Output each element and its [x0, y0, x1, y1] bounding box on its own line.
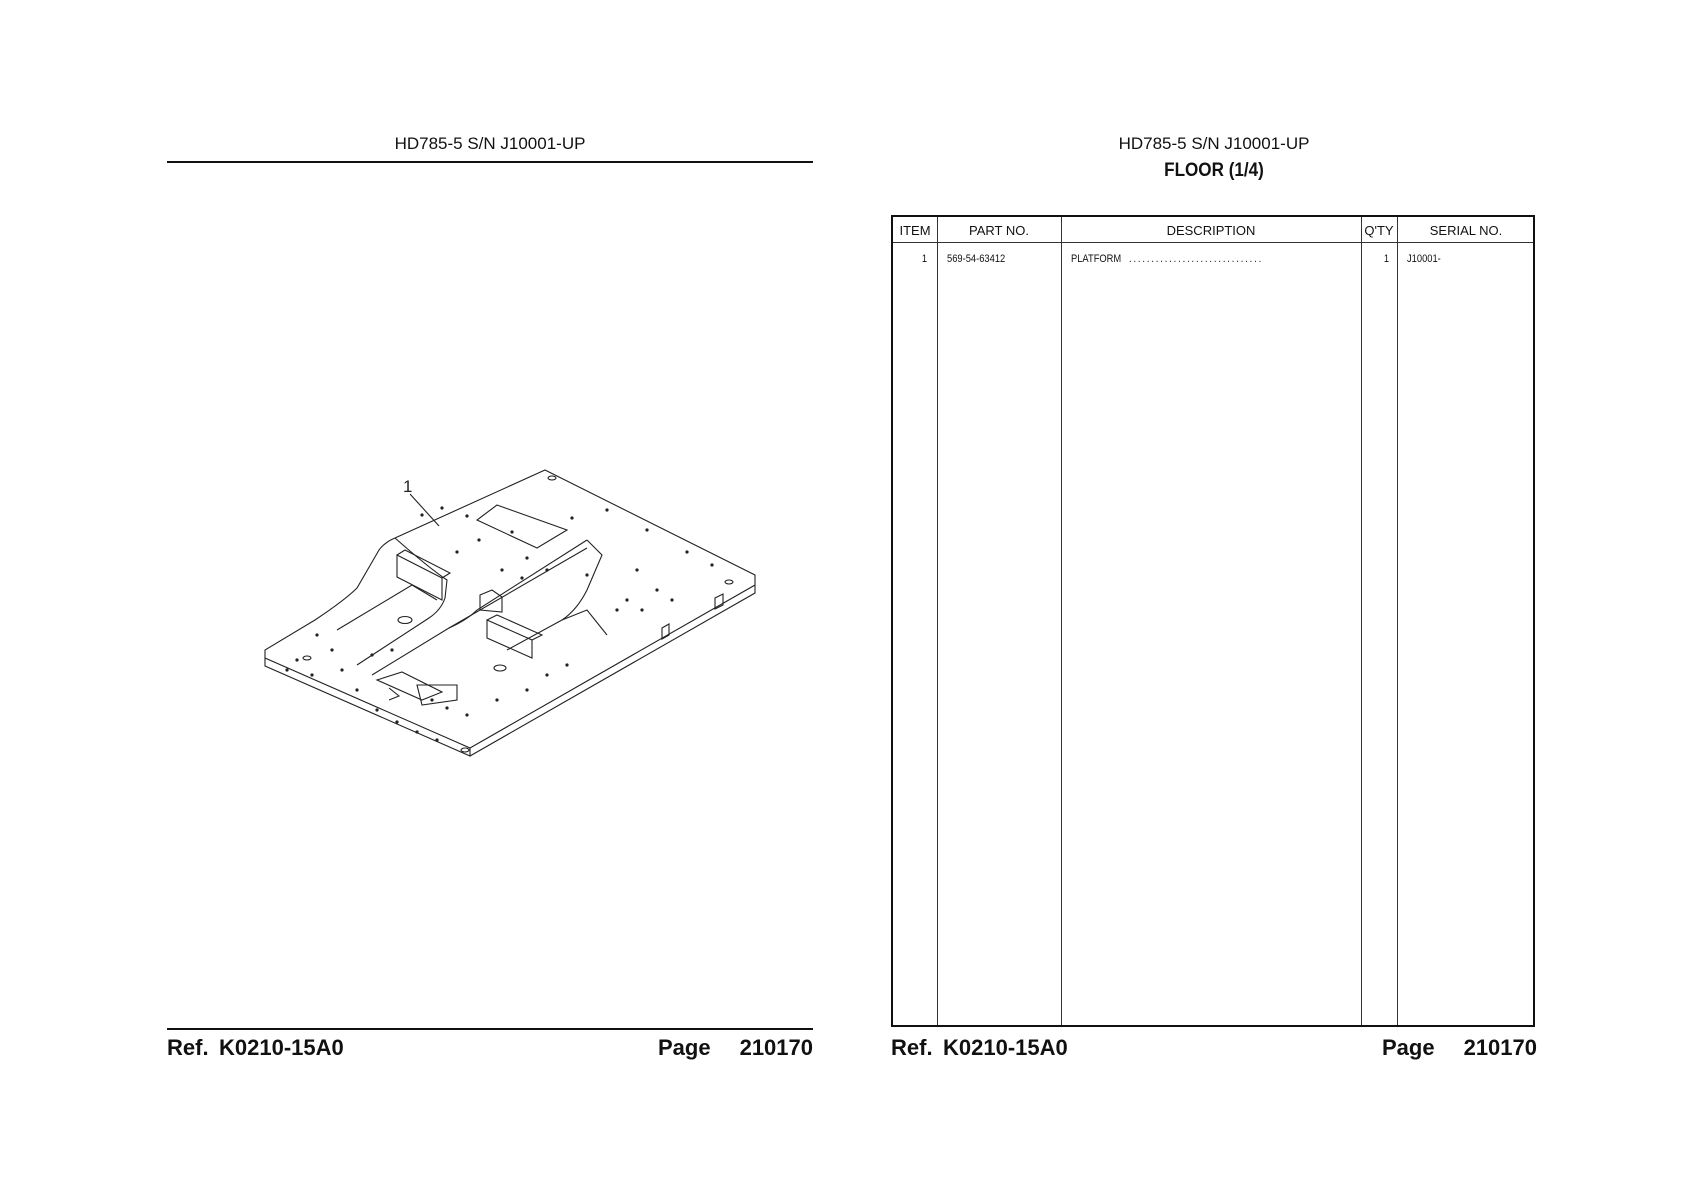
header-rule	[167, 161, 813, 163]
ref-label: Ref.	[167, 1035, 209, 1060]
page-footer	[167, 1035, 813, 1065]
illustration-page	[167, 0, 813, 1190]
column-header-qty: Q'TY	[1364, 223, 1394, 238]
column-header-serial-no: SERIAL NO.	[1429, 223, 1503, 238]
item-number: 1	[921, 253, 927, 265]
column-divider	[1361, 217, 1362, 1025]
description: PLATFORM	[1071, 253, 1122, 265]
ref-label: Ref.	[891, 1035, 933, 1060]
page-label: Page	[1382, 1035, 1435, 1060]
column-header-description: DESCRIPTION	[1166, 223, 1256, 238]
footer-rule	[167, 1028, 813, 1030]
part-number: 569-54-63412	[947, 253, 1006, 265]
page-number: 210170	[1463, 1035, 1537, 1060]
platform-illustration	[167, 460, 813, 790]
column-divider	[1397, 217, 1398, 1025]
page-label: Page	[658, 1035, 711, 1060]
header-divider	[893, 242, 1533, 243]
item-callout: 1	[403, 477, 413, 496]
ref-value: K0210-15A0	[219, 1035, 344, 1060]
page-footer	[891, 1035, 1537, 1065]
model-title: HD785-5 S/N J10001-UP	[394, 134, 586, 153]
parts-list-page	[891, 0, 1537, 1190]
table-row	[893, 253, 1533, 267]
column-header-item: ITEM	[899, 223, 931, 238]
model-title: HD785-5 S/N J10001-UP	[1118, 134, 1310, 153]
ref-value: K0210-15A0	[943, 1035, 1068, 1060]
description-leader-dots: ..............................	[1129, 253, 1264, 265]
column-header-part-no: PART NO.	[969, 223, 1029, 238]
column-divider	[1061, 217, 1062, 1025]
quantity: 1	[1383, 253, 1389, 265]
serial-number: J10001-	[1407, 253, 1441, 265]
section-title: FLOOR (1/4)	[1164, 160, 1264, 181]
page-number: 210170	[739, 1035, 813, 1060]
column-divider	[937, 217, 938, 1025]
parts-table	[891, 215, 1535, 1027]
